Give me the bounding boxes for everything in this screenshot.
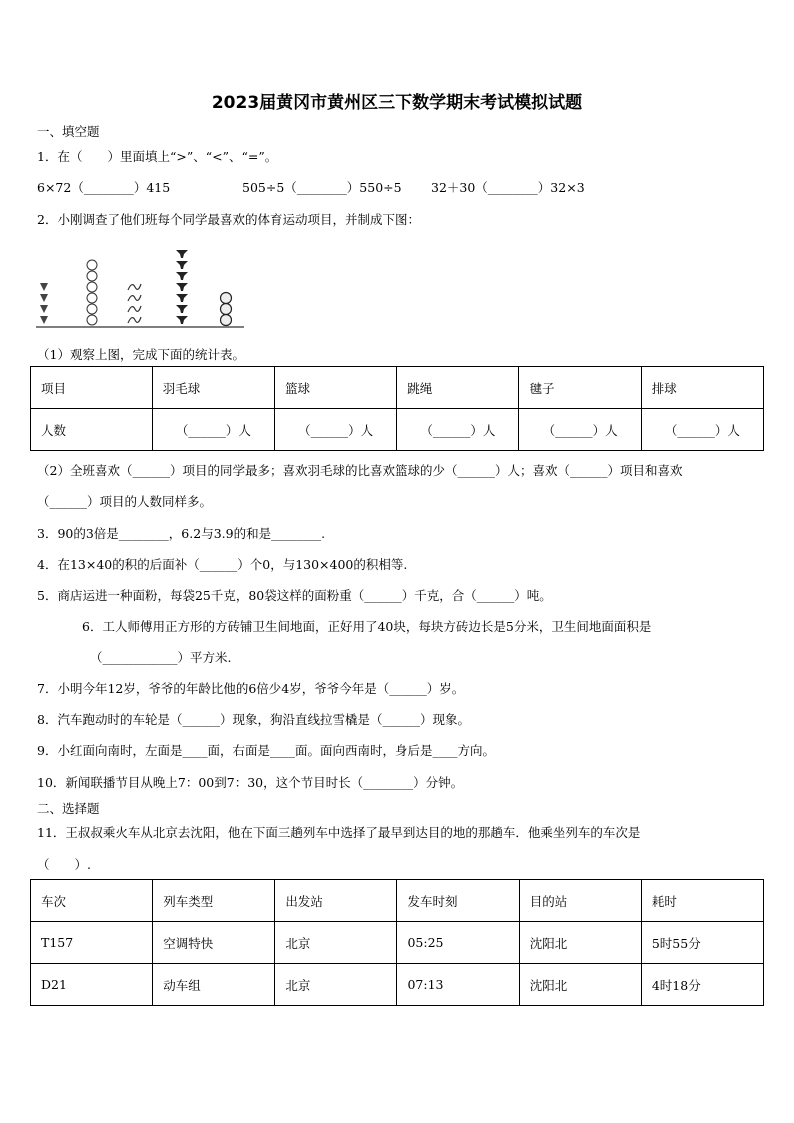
volleyball-icon <box>221 304 232 315</box>
question-6-line1: 6．工人师傅用正方形的方砖铺卫生间地面，正好用了40块，每块方砖边长是5分米，卫生间地面面积是 <box>82 619 652 634</box>
volleyball-icon <box>221 293 232 304</box>
q1-item-c: 32＋30（________）32×3 <box>431 180 585 195</box>
basketball-icon <box>87 315 97 325</box>
question-10: 10．新闻联播节目从晚上7：00到7：30，这个节目时长（________）分钟。 <box>37 775 464 790</box>
stats-header: 跳绳 <box>397 367 519 409</box>
section-fill-in: 一、填空题 <box>37 124 100 139</box>
train-table <box>30 879 764 1006</box>
stats-header: 羽毛球 <box>152 367 274 409</box>
basketball-icon <box>87 260 97 270</box>
train-header-row <box>31 880 764 922</box>
shuttlecock-icon <box>40 316 48 324</box>
stats-blank[interactable]: （______）人 <box>152 409 274 451</box>
train-cell: D21 <box>31 964 153 1006</box>
stats-header: 篮球 <box>274 367 396 409</box>
shuttlecock-kick-icon <box>176 305 188 313</box>
train-cell: 北京 <box>275 922 397 964</box>
question-1: 1．在（ ）里面填上“>”、“<”、“=”。 <box>37 149 278 164</box>
question-11-line1: 11．王叔叔乘火车从北京去沈阳，他在下面三趟列车中选择了最早到达目的地的那趟车．他乘坐列车的车次是 <box>37 825 641 840</box>
train-header: 目的站 <box>519 880 641 922</box>
train-row <box>31 964 764 1006</box>
train-header: 发车时刻 <box>397 880 519 922</box>
question-3: 3．90的3倍是________，6.2与3.9的和是________. <box>37 526 326 541</box>
stats-count-row <box>31 409 764 451</box>
shuttlecock-kick-icon <box>176 316 188 324</box>
stats-blank[interactable]: （______）人 <box>274 409 396 451</box>
shuttlecock-kick-icon <box>176 250 188 258</box>
shuttlecock-kick-icon <box>176 294 188 302</box>
volleyball-icon <box>221 315 232 326</box>
train-cell: 07:13 <box>397 964 519 1006</box>
train-cell: 动车组 <box>153 964 275 1006</box>
stats-header: 项目 <box>31 367 153 409</box>
train-header: 耗时 <box>641 880 763 922</box>
question-5: 5．商店运进一种面粉，每袋25千克，80袋这样的面粉重（______）千克，合（______）吨。 <box>37 588 552 603</box>
stats-header: 排球 <box>641 367 763 409</box>
pictograph <box>34 234 264 332</box>
train-cell: T157 <box>31 922 153 964</box>
train-cell: 沈阳北 <box>519 964 641 1006</box>
basketball-icon <box>87 282 97 292</box>
shuttlecock-kick-icon <box>176 272 188 280</box>
q1-item-b: 505÷5（________）550÷5 <box>242 180 402 195</box>
basketball-icon <box>87 293 97 303</box>
jump-rope-icon <box>128 295 141 301</box>
question-9: 9．小红面向南时，左面是____面，右面是____面。面向西南时，身后是____方向。 <box>37 743 495 758</box>
shuttlecock-kick-icon <box>176 283 188 291</box>
question-6-line2: （____________）平方米. <box>90 650 232 665</box>
train-cell: 5时55分 <box>641 922 763 964</box>
train-row <box>31 922 764 964</box>
train-header: 出发站 <box>275 880 397 922</box>
q1-item-a: 6×72（________）415 <box>37 180 171 195</box>
jump-rope-icon <box>128 317 141 323</box>
jump-rope-icon <box>128 284 141 290</box>
shuttlecock-icon <box>40 294 48 302</box>
train-header: 车次 <box>31 880 153 922</box>
section-choice: 二、选择题 <box>37 801 100 816</box>
shuttlecock-icon <box>40 305 48 313</box>
train-header: 列车类型 <box>153 880 275 922</box>
train-cell: 4时18分 <box>641 964 763 1006</box>
q2-sub1: （1）观察上图，完成下面的统计表。 <box>37 347 245 362</box>
stats-blank[interactable]: （______）人 <box>397 409 519 451</box>
train-cell: 空调特快 <box>153 922 275 964</box>
question-7: 7．小明今年12岁，爷爷的年龄比他的6倍少4岁，爷爷今年是（______）岁。 <box>37 681 465 696</box>
question-4: 4．在13×40的积的后面补（______）个0，与130×400的积相等. <box>37 557 408 572</box>
stats-blank[interactable]: （______）人 <box>641 409 763 451</box>
q2-sub2-line2: （______）项目的人数同样多。 <box>37 494 213 509</box>
stats-table <box>30 366 764 451</box>
q2-sub2-line1: （2）全班喜欢（______）项目的同学最多；喜欢羽毛球的比喜欢篮球的少（______）人；喜欢（______）项目和喜欢 <box>37 463 683 478</box>
train-cell: 05:25 <box>397 922 519 964</box>
question-2: 2．小刚调查了他们班每个同学最喜欢的体育运动项目，并制成下图： <box>37 212 420 227</box>
train-cell: 北京 <box>275 964 397 1006</box>
stats-header: 毽子 <box>519 367 641 409</box>
shuttlecock-icon <box>40 283 48 291</box>
shuttlecock-kick-icon <box>176 261 188 269</box>
stats-header-row <box>31 367 764 409</box>
jump-rope-icon <box>128 306 141 312</box>
basketball-icon <box>87 304 97 314</box>
basketball-icon <box>87 271 97 281</box>
train-cell: 沈阳北 <box>519 922 641 964</box>
stats-blank[interactable]: （______）人 <box>519 409 641 451</box>
page-title: 2023届黄冈市黄州区三下数学期末考试模拟试题 <box>211 93 583 113</box>
question-8: 8．汽车跑动时的车轮是（______）现象，狗沿直线拉雪橇是（______）现象。 <box>37 712 470 727</box>
stats-row-label: 人数 <box>31 409 153 451</box>
question-11-line2: （ ）. <box>37 857 91 872</box>
